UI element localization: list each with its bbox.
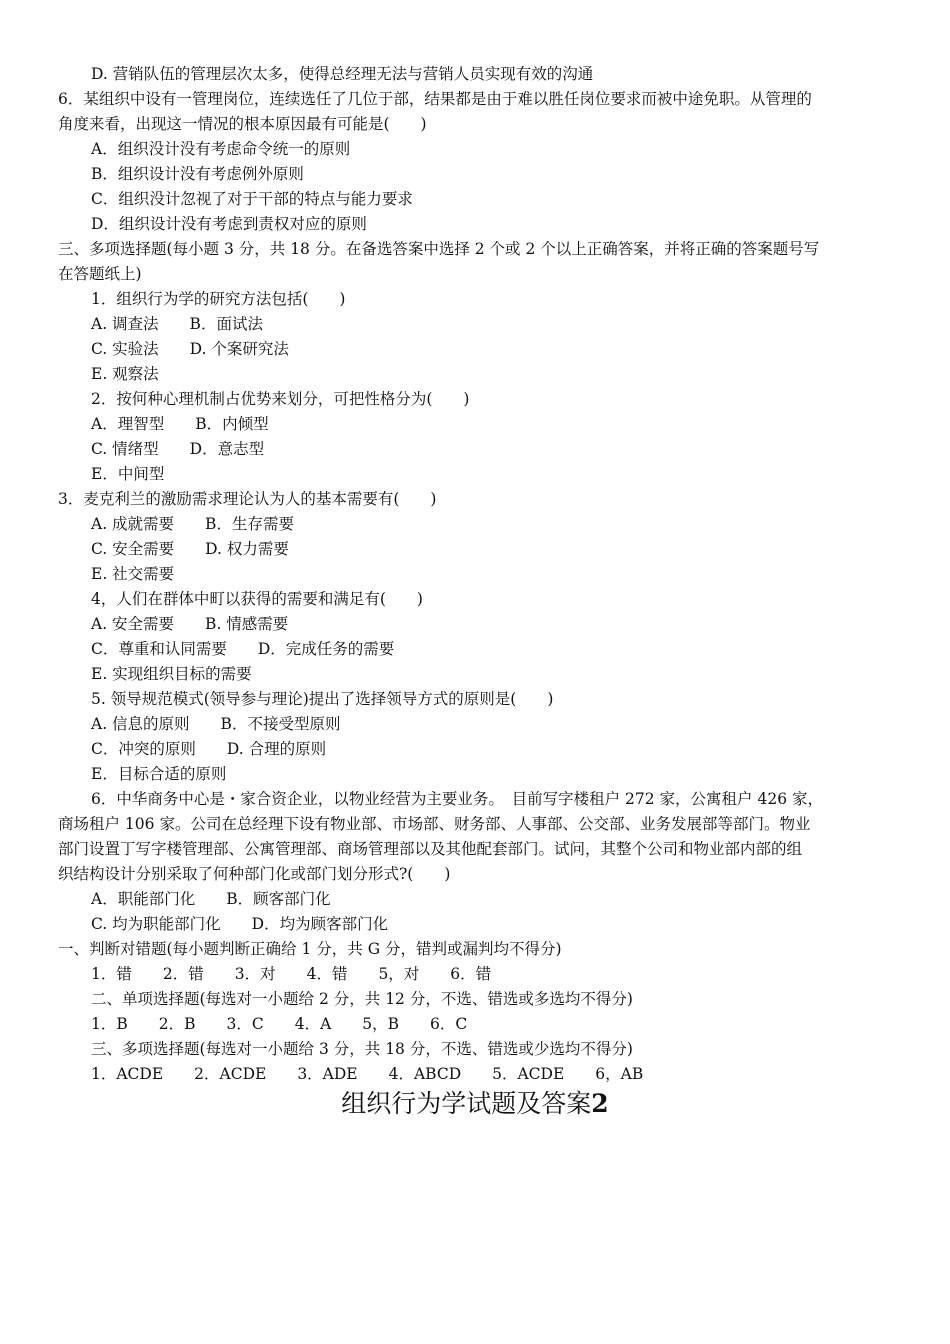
- mc-options-4-ab: A. 安全需要 B. 情感需要: [91, 615, 289, 633]
- answer-section-2-heading: 二、单项选择题(每选对一小题给 2 分，共 12 分，不选、错选或多选均不得分): [91, 990, 633, 1008]
- mc-options-2-ab: A．理智型 B．内倾型: [91, 415, 269, 433]
- mc-options-1-e: E. 观察法: [91, 365, 159, 383]
- section-3-heading-line-2: 在答题纸上): [58, 265, 142, 283]
- answer-section-3-heading: 三、多项选择题(每选对一小题给 3 分，共 18 分，不选、错选或少选均不得分): [91, 1040, 633, 1058]
- mc-question-5: 5. 领导规范模式(领导参与理论)提出了选择领导方式的原则是( ): [91, 690, 554, 708]
- mc-options-2-cd: C. 情绪型 D．意志型: [91, 440, 265, 458]
- mc-options-1-cd: C. 实验法 D. 个案研究法: [91, 340, 289, 358]
- option-5d: D. 营销队伍的管理层次太多，使得总经理无法与营销人员实现有效的沟通: [91, 65, 594, 83]
- title-number: 2: [591, 1089, 609, 1118]
- mc-question-3: 3．麦克利兰的激励需求理论认为人的基本需要有( ): [58, 490, 437, 508]
- mc-options-3-e: E. 社交需要: [91, 565, 175, 583]
- mc-options-4-e: E. 实现组织目标的需要: [91, 665, 252, 683]
- mc-options-6-ab: A．职能部门化 B．顾客部门化: [91, 890, 331, 908]
- mc-question-4: 4，人们在群体中町以获得的需要和满足有( ): [91, 590, 423, 608]
- option-6d: D．组织设计没有考虑到责权对应的原则: [91, 215, 367, 233]
- mc-question-2: 2．按何种心理机制占优势来划分，可把性格分为( ): [91, 390, 470, 408]
- answer-section-1-heading: 一、判断对错题(每小题判断正确给 1 分，共 G 分，错判或漏判均不得分): [58, 940, 562, 958]
- mc-question-6-line-2: 商场租户 106 家。公司在总经理下设有物业部、市场部、财务部、人事部、公交部、业务发展部等部门。物业: [58, 815, 811, 833]
- mc-question-6-line-1: 6．中华商务中心是・家合资企业，以物业经营为主要业务。 目前写字楼租户 272 家，公寓租户 426 家，: [91, 790, 823, 808]
- mc-options-3-ab: A. 成就需要 B．生存需要: [91, 515, 294, 533]
- mc-options-3-cd: C. 安全需要 D. 权力需要: [91, 540, 289, 558]
- mc-options-5-ab: A. 信息的原则 B．不接受型原则: [91, 715, 341, 733]
- mc-options-5-e: E．目标合适的原则: [91, 765, 227, 783]
- question-6-line-1: 6．某组织中设有一管理岗位，连续选任了几位于部，结果都是由于难以胜任岗位要求而被中途免职。从管理的: [58, 90, 812, 108]
- mc-options-1-ab: A. 调查法 B．面试法: [91, 315, 263, 333]
- mc-question-6-line-3: 部门设置丁写字楼管理部、公寓管理部、商场管理部以及其他配套部门。试问，其整个公司和物业部内部的组: [58, 840, 803, 858]
- mc-options-5-cd: C．冲突的原则 D. 合理的原则: [91, 740, 327, 758]
- mc-options-2-e: E．中间型: [91, 465, 165, 483]
- mc-question-6-line-4: 织结构设计分别采取了何种部门化或部门划分形式?( ): [58, 865, 451, 883]
- option-6a: A．组织没计没有考虑命令统一的原则: [91, 140, 351, 158]
- answer-section-2-values: 1．B 2．B 3．C 4．A 5，B 6．C: [91, 1015, 468, 1033]
- option-6b: B．组织设计没有考虑例外原则: [91, 165, 304, 183]
- section-3-heading-line-1: 三、多项选择题(每小题 3 分，共 18 分。在备选答案中选择 2 个或 2 个以上正确答案，并将正确的答案题号写: [58, 240, 820, 258]
- question-6-line-2: 角度来看，出现这一情况的根本原因最有可能是( ): [58, 115, 427, 133]
- option-6c: C．组织没计忽视了对于干部的特点与能力要求: [91, 190, 413, 208]
- title-text: 组织行为学试题及答案: [341, 1089, 592, 1118]
- answer-section-1-values: 1．错 2．错 3．对 4．错 5，对 6．错: [91, 965, 492, 983]
- mc-options-6-cd: C. 均为职能部门化 D．均为顾客部门化: [91, 915, 389, 933]
- mc-question-1: 1．组织行为学的研究方法包括( ): [91, 290, 346, 308]
- document-title: [0, 1087, 950, 1121]
- mc-options-4-cd: C．尊重和认同需要 D．完成任务的需要: [91, 640, 395, 658]
- answer-section-3-values: 1．ACDE 2．ACDE 3．ADE 4．ABCD 5．ACDE 6，AB: [91, 1065, 644, 1083]
